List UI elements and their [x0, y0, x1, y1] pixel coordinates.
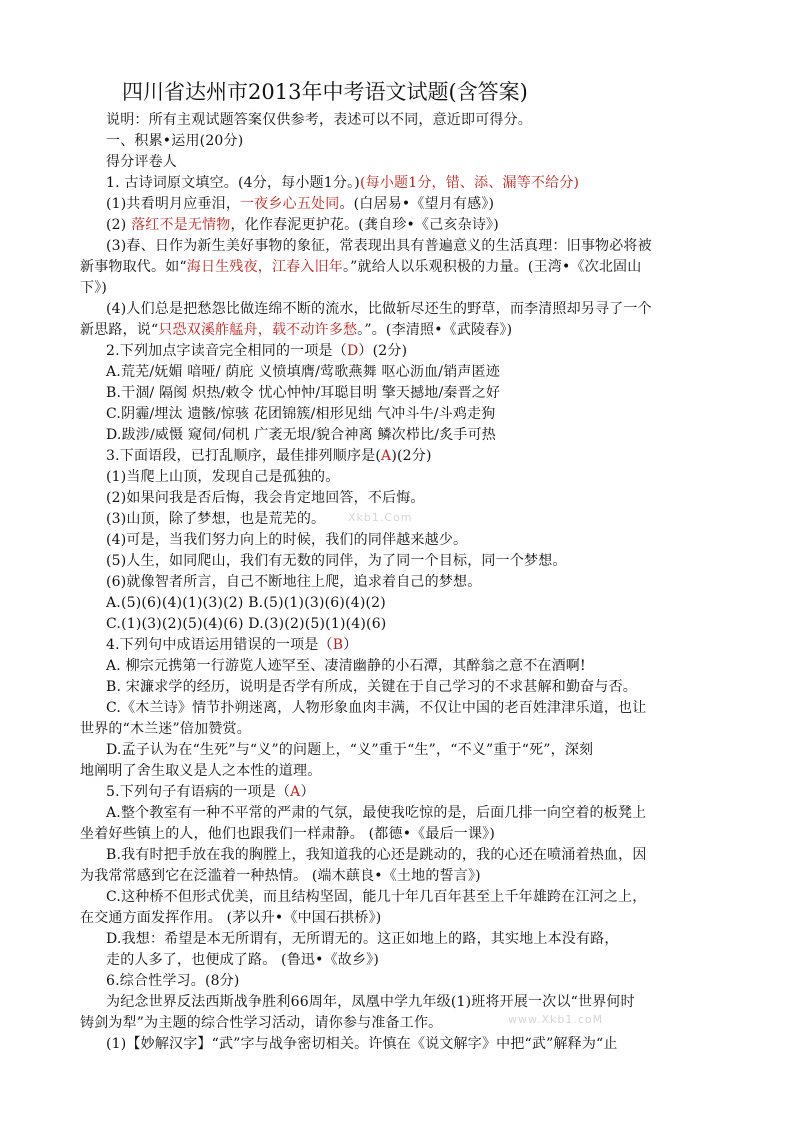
watermark-2: www.Xkb1.coM	[508, 1013, 604, 1026]
q4-option-a: A. 柳宗元携第一行游览人迹罕至、凄清幽静的小石潭，其醉翁之意不在酒啊!	[106, 658, 586, 674]
q1-answer-3-line3: 下》)	[80, 280, 108, 296]
q3-sentence-6: (6)就像智者所言，自己不断地往上爬，追求着自己的梦想。	[106, 574, 482, 590]
q3-options-1: A.(5)(6)(4)(1)(3)(2) B.(5)(1)(3)(6)(4)(2)	[106, 595, 386, 611]
q1-stem	[106, 173, 579, 193]
q6-intro-line1: 为纪念世界反法西斯战争胜利66周年，凤凰中学九年级(1)班将开展一次以“世界何时	[106, 994, 635, 1010]
q1-a4-prefix: 新思路，说“	[80, 322, 159, 338]
q3-stem-text: 3.下面语段，已打乱顺序，最佳排列顺序是(	[106, 448, 382, 464]
q2-option-d: D.跋涉/威慑 窥伺/伺机 广袤无垠/貌合神离 鳞次栉比/炙手可热	[106, 427, 496, 443]
q1-a4-answer: 只恐双溪舴艋舟，载不动许多愁	[158, 322, 358, 338]
instructions-note: 说明：所有主观试题答案仅供参考，表述可以不同，意近即可得分。	[106, 112, 532, 128]
q4-answer: B	[332, 637, 344, 653]
q1-scoring-note: (每小题1分，错、添、漏等不给分)	[359, 175, 580, 191]
q5-stem-suffix: ）	[300, 784, 315, 800]
q5-option-a-line1: A.整个教室有一种不平常的严肃的气氛，最使我吃惊的是，后面几排一向空着的板凳上	[106, 805, 647, 821]
q1-a1-answer: 一夜乡心五处同	[240, 196, 340, 212]
q1-answer-4-line1: (4)人们总是把愁怨比做连绵不断的流水，比做斩尽还生的野草，而李清照却另寻了一个	[106, 301, 652, 317]
q4-option-c-line1: C.《木兰诗》情节扑朔迷离，人物形象血肉丰满，不仅让中国的老百姓津津乐道，也让	[106, 700, 647, 716]
q2-option-a: A.荒芜/妩媚 喑哑/ 荫庇 义愤填膺/莺歌燕舞 呕心沥血/销声匿迹	[106, 364, 501, 380]
q3-stem-suffix: )(2分)	[391, 448, 432, 464]
watermark-1: Xkb1.Com	[348, 511, 413, 524]
q3-stem	[106, 446, 432, 466]
q1-answer-2	[106, 215, 499, 235]
q5-stem-text: 5.下列句子有语病的一项是（	[106, 784, 291, 800]
q5-option-a-line2: 坐着好些镇上的人，他们也跟我们一样肃静。 (都德•《最后一课》)	[80, 826, 496, 842]
q1-answer-4-line2	[80, 320, 512, 340]
page-title: 四川省达州市2013年中考语文试题(含答案)	[122, 80, 528, 104]
section-heading: 一、积累•运用(20分)	[106, 133, 244, 149]
q1-answer-3-line2	[80, 257, 641, 277]
q3-options-2: C.(1)(3)(2)(5)(4)(6) D.(3)(2)(5)(1)(4)(6)	[106, 616, 387, 632]
q4-option-c-line2: 世界的“木兰迷”倍加赞赏。	[80, 721, 251, 737]
q6-intro-line2: 铸剑为犁”为主题的综合性学习活动，请你参与准备工作。	[80, 1015, 443, 1031]
q2-option-c: C.阴霾/埋汰 遗骸/惊骇 花团锦簇/相形见绌 气冲斗牛/斗鸡走狗	[106, 406, 496, 422]
scorer-label: 得分评卷人	[106, 154, 177, 170]
q2-stem-suffix: ）(2分)	[358, 343, 408, 359]
q4-option-d-line1: D.孟子认为在“生死”与“义”的问题上，“义”重于“生”，“不义”重于“死”，深刻	[106, 742, 594, 758]
q3-sentence-2: (2)如果问我是否后悔，我会肯定地回答，不后悔。	[106, 490, 425, 506]
q5-option-d-line2: 走的人多了，也便成了路。 (鲁迅•《故乡》)	[106, 952, 380, 968]
q1-a2-answer: 落红不是无情物	[131, 217, 231, 233]
q4-stem-text: 4.下列句中成语运用错误的一项是（	[106, 637, 333, 653]
q5-answer: A	[290, 784, 301, 800]
q3-answer: A	[381, 448, 392, 464]
q6-stem: 6.综合性学习。(8分)	[106, 973, 240, 989]
q5-option-b-line1: B.我有时把手放在我的胸膛上，我知道我的心还是跳动的，我的心还在喷涌着热血，因	[106, 847, 647, 863]
q1-a3-answer: 海日生残夜，江春入旧年	[186, 259, 343, 275]
q1-a4-suffix: 。”。(李清照•《武陵春》)	[357, 322, 513, 338]
q5-option-b-line2: 为我常常感到它在泛滥着一种热情。 (端木蕻良•《土地的誓言》)	[80, 868, 481, 884]
q2-option-b: B.干涸/ 隔阂 炽热/敕令 忧心忡忡/耳聪目明 擎天撼地/秦晋之好	[106, 385, 501, 401]
q1-a1-suffix: 。(白居易•《望月有感》)	[339, 196, 495, 212]
q3-sentence-1: (1)当爬上山顶，发现自己是孤独的。	[106, 469, 340, 485]
q6-part1-line1: (1)【妙解汉字】“武”字与战争密切相关。许慎在《说文解字》中把“武”解释为“止	[106, 1036, 618, 1052]
q2-answer: D	[346, 343, 359, 359]
q1-a1-prefix: (1)共看明月应垂泪，	[106, 196, 241, 212]
q3-sentence-4: (4)可是，当我们努力向上的时候，我们的同伴越来越少。	[106, 532, 468, 548]
q1-a2-suffix: ，化作春泥更护花。(龚自珍•《己亥杂诗》)	[230, 217, 499, 233]
q5-option-c-line2: 在交通方面发挥作用。 (茅以升•《中国石拱桥》)	[80, 910, 382, 926]
q3-sentence-3: (3)山顶，除了梦想，也是荒芜的。	[106, 511, 326, 527]
q1-answer-3-line1: (3)春、日作为新生美好事物的象征，常表现出具有普遍意义的生活真理：旧事物必将被	[106, 238, 652, 254]
q4-option-d-line2: 地阐明了舍生取义是人之本性的道理。	[80, 763, 322, 779]
q1-a3-prefix: 新事物取代。如“	[80, 259, 187, 275]
q5-option-c-line1: C.这种桥不但形式优美，而且结构坚固，能几十年几百年甚至上千年雄跨在江河之上，	[106, 889, 647, 905]
q5-stem	[106, 782, 315, 802]
q1-a3-suffix: 。”就给人以乐观积极的力量。(王湾•《次北固山	[342, 259, 642, 275]
q5-option-d-line1: D.我想：希望是本无所谓有，无所谓无的。这正如地上的路，其实地上本没有路，	[106, 931, 619, 947]
q1-answer-1	[106, 194, 494, 214]
q4-stem	[106, 635, 357, 655]
q4-stem-suffix: ）	[343, 637, 358, 653]
q3-sentence-5: (5)人生，如同爬山，我们有无数的同伴，为了同一个目标，同一个梦想。	[106, 553, 567, 569]
q2-stem-text: 2.下列加点字读音完全相同的一项是（	[106, 343, 347, 359]
q1-a2-prefix: (2)	[106, 217, 132, 233]
q4-option-b: B. 宋濂求学的经历，说明是否学有所成，关键在于自己学习的不求甚解和勤奋与否。	[106, 679, 637, 695]
q2-stem	[106, 341, 407, 361]
q1-stem-text: 1. 古诗词原文填空。(4分，每小题1分。)	[106, 175, 360, 191]
